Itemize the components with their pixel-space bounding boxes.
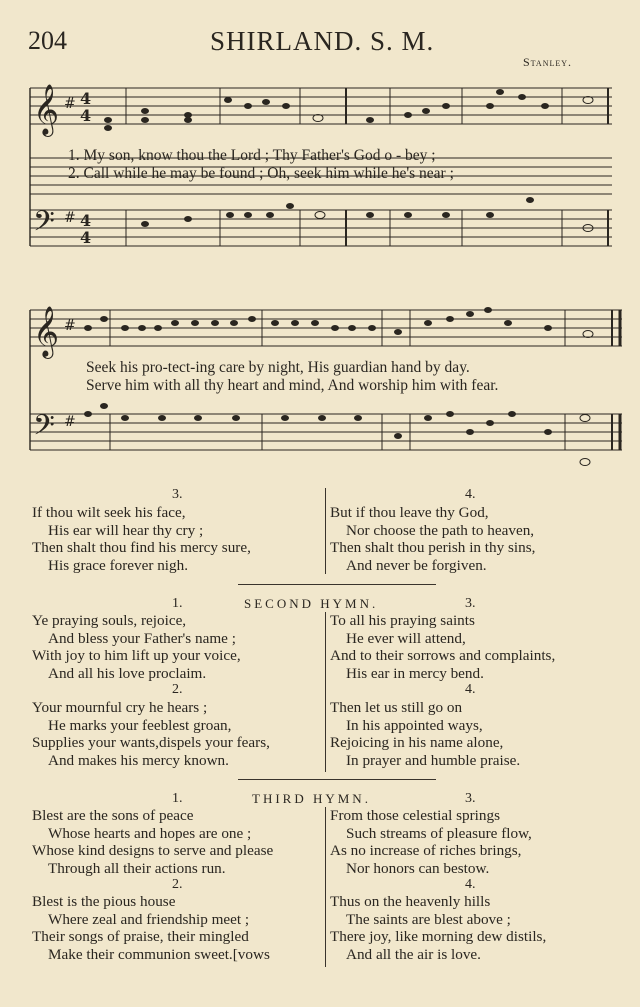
svg-text:𝄢: 𝄢 xyxy=(33,205,55,245)
verse-line: Blest are the sons of peace xyxy=(32,807,194,824)
verse-line: And never be forgiven. xyxy=(346,556,487,574)
verse-line: And all the air is love. xyxy=(346,945,481,963)
verse-line: And makes his mercy known. xyxy=(48,751,229,769)
verse-line: Then shalt thou find his mercy sure, xyxy=(32,539,251,557)
second-hymn-verse-1 xyxy=(32,612,241,682)
verse-line: There joy, like morning dew distils, xyxy=(330,928,547,946)
verse-line: But if thou leave thy God, xyxy=(330,504,489,521)
verse-line: With joy to him lift up your voice, xyxy=(32,647,241,665)
column-divider xyxy=(325,488,326,574)
verse-line: Their songs of praise, their mingled xyxy=(32,928,249,946)
verse-line: Ye praying souls, rejoice, xyxy=(32,612,187,629)
system-1-lyric-verse-2: 2. Call while he may be found ; Oh, seek him while he's near ; xyxy=(68,165,454,182)
verse-line: Through all their actions run. xyxy=(48,859,226,877)
verse-line: He marks your feeblest groan, xyxy=(48,716,232,734)
verse-number: 4. xyxy=(465,877,476,892)
svg-text:𝄢: 𝄢 xyxy=(33,409,55,449)
verse-number: 2. xyxy=(172,877,183,892)
third-hymn-verse-1 xyxy=(32,807,273,877)
verse-line: Thus on the heavenly hills xyxy=(330,893,491,910)
verse-number: 4. xyxy=(465,487,476,502)
svg-text:#: # xyxy=(64,210,76,226)
verse-line: His grace forever nigh. xyxy=(48,556,189,574)
svg-text:#: # xyxy=(64,318,76,334)
verse-line: If thou wilt seek his face, xyxy=(32,504,186,521)
composer-name: Stanley. xyxy=(523,55,573,69)
verse-number: 4. xyxy=(465,682,476,697)
section-rule xyxy=(238,779,436,780)
verse-line: Then let us still go on xyxy=(330,699,463,716)
verse-line: Where zeal and friendship meet ; xyxy=(48,910,250,928)
third-hymn-verse-2 xyxy=(32,893,270,963)
verse-line: In prayer and humble praise. xyxy=(346,751,521,769)
verse-line: To all his praying saints xyxy=(330,612,475,629)
svg-text:#: # xyxy=(64,96,76,112)
third-hymn-heading: THIRD HYMN. xyxy=(252,791,371,806)
second-hymn-verse-2 xyxy=(32,699,270,769)
verse-line: The saints are blest above ; xyxy=(346,910,511,928)
page-number: 204 xyxy=(28,26,67,55)
verse-line: As no increase of riches brings, xyxy=(330,842,522,860)
third-hymn-verse-4 xyxy=(330,893,546,963)
svg-text:4: 4 xyxy=(80,228,92,247)
second-hymn-verse-3 xyxy=(330,612,555,682)
verse-line: And all his love proclaim. xyxy=(48,664,207,682)
verse-line: In his appointed ways, xyxy=(346,716,483,734)
verse-line: His ear will hear thy cry ; xyxy=(48,521,204,539)
column-divider xyxy=(325,612,326,772)
system-2-lyric-verse-2: Serve him with all thy heart and mind, And worship him with fear. xyxy=(86,377,499,394)
shirland-verse-3 xyxy=(32,504,251,574)
verse-line: Rejoicing in his name alone, xyxy=(330,734,504,752)
column-divider xyxy=(325,807,326,967)
svg-text:4: 4 xyxy=(80,89,92,108)
verse-number: 2. xyxy=(172,682,183,697)
svg-text:#: # xyxy=(64,414,76,430)
verse-line: He ever will attend, xyxy=(346,629,466,647)
section-rule xyxy=(238,584,436,585)
svg-text:4: 4 xyxy=(80,211,92,230)
verse-line: And bless your Father's name ; xyxy=(48,629,236,647)
verse-line: Blest is the pious house xyxy=(32,893,176,910)
svg-text:4: 4 xyxy=(80,106,92,125)
verse-number: 3. xyxy=(172,487,183,502)
verse-line: Whose kind designs to serve and please xyxy=(32,842,274,860)
hymn-title: SHIRLAND. S. M. xyxy=(210,26,435,56)
verse-line: His ear in mercy bend. xyxy=(346,664,484,682)
verse-line: Make their communion sweet.[vows xyxy=(48,945,270,963)
verse-line: Supplies your wants,dispels your fears, xyxy=(32,734,270,752)
verse-line: And to their sorrows and complaints, xyxy=(330,647,556,665)
second-hymn-verse-4 xyxy=(330,699,520,769)
svg-text:𝄞: 𝄞 xyxy=(33,306,60,357)
verse-number: 1. xyxy=(172,791,183,806)
third-hymn-verse-3 xyxy=(330,807,532,877)
verse-line: Whose hearts and hopes are one ; xyxy=(48,824,252,842)
svg-text:𝄞: 𝄞 xyxy=(33,84,60,135)
verse-line: From those celestial springs xyxy=(330,807,500,824)
verse-line: Nor honors can bestow. xyxy=(346,859,490,877)
verse-number: 3. xyxy=(465,791,476,806)
system-1-lyric-verse-1: 1. My son, know thou the Lord ; Thy Father's God o - bey ; xyxy=(68,147,436,164)
verse-number: 3. xyxy=(465,596,476,611)
verse-line: Your mournful cry he hears ; xyxy=(32,699,208,716)
verse-line: Nor choose the path to heaven, xyxy=(346,521,535,539)
system-2-lyric-verse-1: Seek his pro-tect-ing care by night, His guardian hand by day. xyxy=(86,359,470,376)
second-hymn-heading: SECOND HYMN. xyxy=(244,596,379,611)
verse-line: Then shalt thou perish in thy sins, xyxy=(330,539,536,557)
shirland-verse-4 xyxy=(330,504,535,574)
verse-number: 1. xyxy=(172,596,183,611)
verse-line: Such streams of pleasure flow, xyxy=(346,824,532,842)
